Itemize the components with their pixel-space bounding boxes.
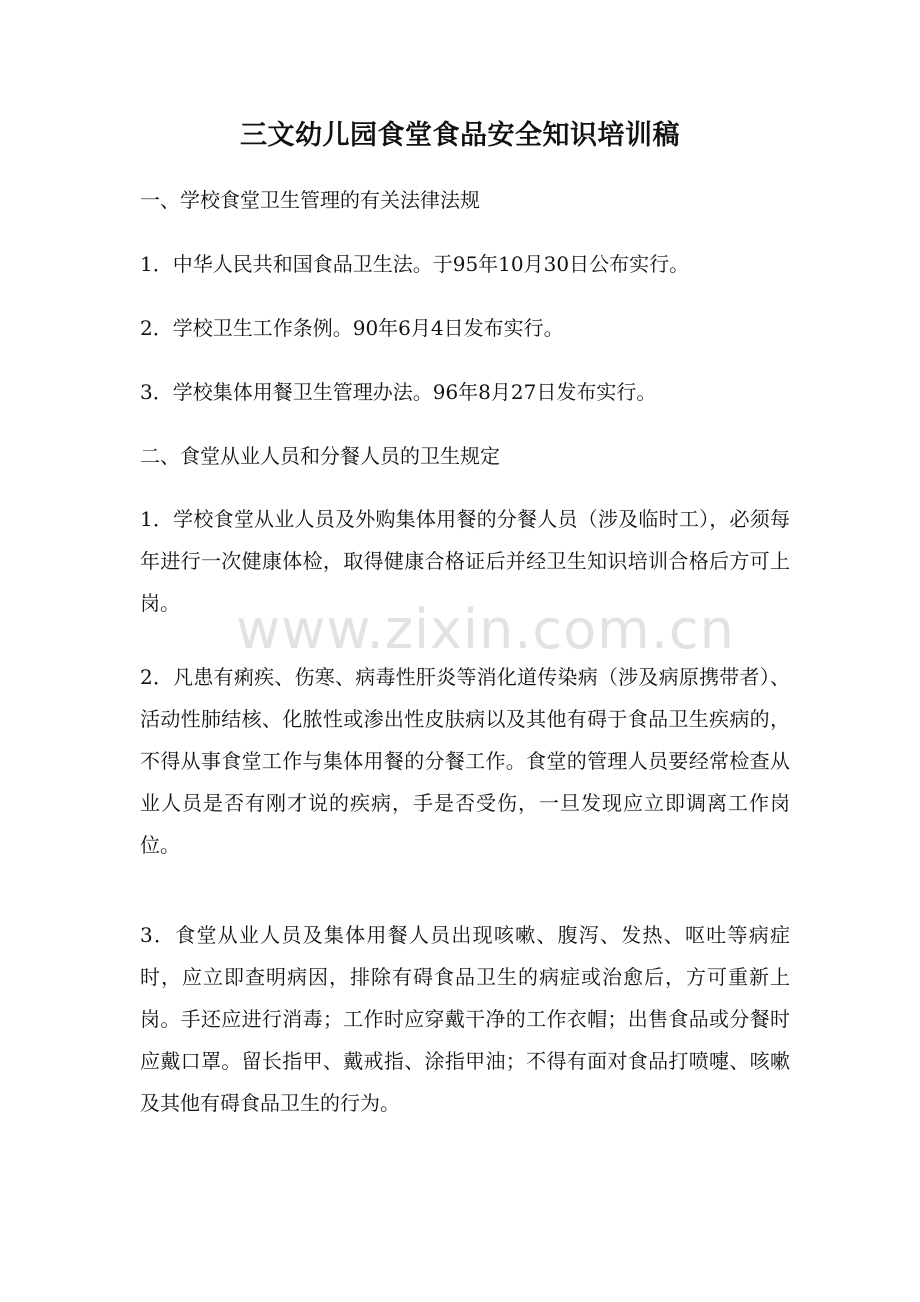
rule-paragraph-2: 2．凡患有痢疾、伤寒、病毒性肝炎等消化道传染病（涉及病原携带者）、活动性肺结核、化脓性或渗出性皮肤病以及其他有碍于食品卫生疾病的，不得从事食堂工作与集体用餐的分餐工作。食堂的管理人员要经常检查从业人员是否有刚才说的疾病，手是否受伤，一旦发现应立即调离工作岗位。 bbox=[140, 665, 790, 857]
section-heading-laws: 一、学校食堂卫生管理的有关法律法规 bbox=[140, 188, 480, 212]
rule-paragraph-3: 3．食堂从业人员及集体用餐人员出现咳嗽、腹泻、发热、呕吐等病症时，应立即查明病因，排除有碍食品卫生的病症或治愈后，方可重新上岗。手还应进行消毒；工作时应穿戴干净的工作衣帽；出售食品或分餐时应戴口罩。留长指甲、戴戒指、涂指甲油；不得有面对食品打喷嚏、咳嗽及其他有碍食品卫生的行为。 bbox=[140, 923, 790, 1115]
document-title: 三文幼儿园食堂食品安全知识培训稿 bbox=[240, 120, 680, 151]
law-item-2: 2．学校卫生工作条例。90年6月4日发布实行。 bbox=[140, 316, 564, 340]
law-item-3: 3．学校集体用餐卫生管理办法。96年8月27日发布实行。 bbox=[140, 380, 657, 404]
site-watermark: www.zixin.com.cn bbox=[236, 598, 735, 661]
section-heading-staff-rules: 二、食堂从业人员和分餐人员的卫生规定 bbox=[140, 444, 500, 468]
rule-paragraph-1: 1．学校食堂从业人员及外购集体用餐的分餐人员（涉及临时工），必须每年进行一次健康体检，取得健康合格证后并经卫生知识培训合格后方可上岗。 bbox=[140, 507, 790, 615]
law-item-1: 1．中华人民共和国食品卫生法。于95年10月30日公布实行。 bbox=[140, 252, 690, 276]
